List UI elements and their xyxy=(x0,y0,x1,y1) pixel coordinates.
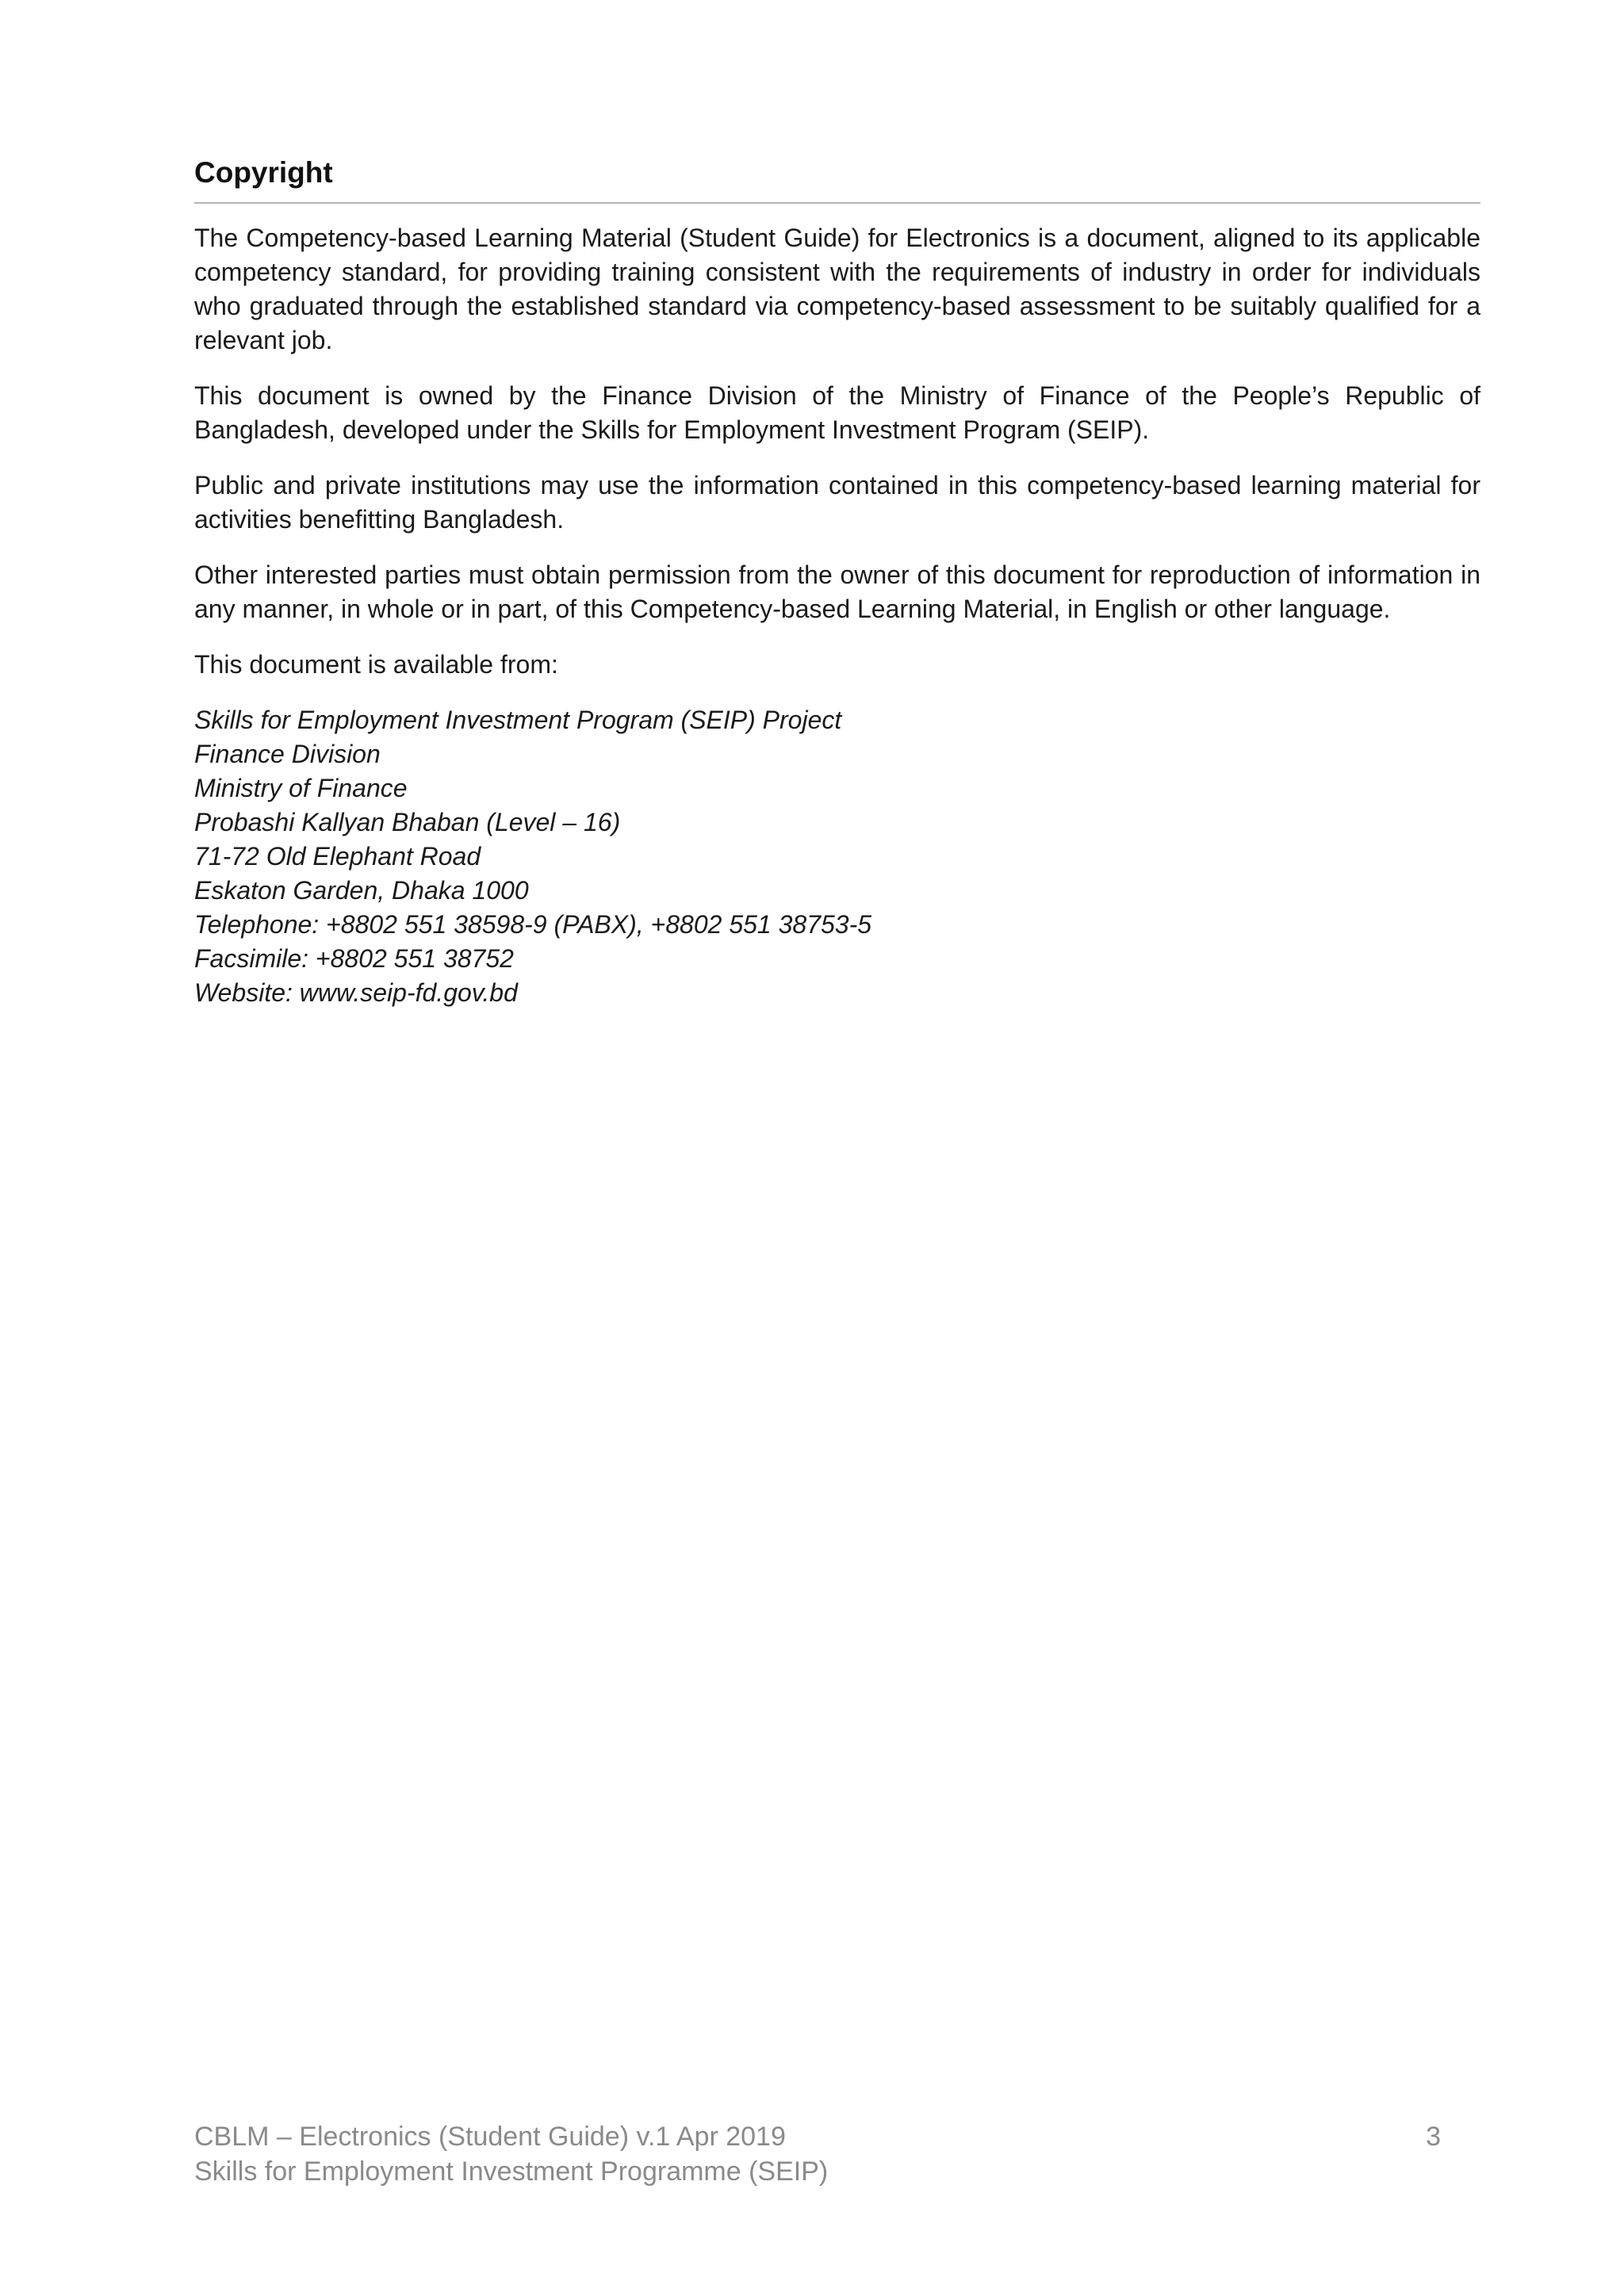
page-content xyxy=(194,152,1480,1010)
address-line-telephone: Telephone: +8802 551 38598-9 (PABX), +8802 551 38753-5 xyxy=(194,910,872,939)
heading-divider xyxy=(194,202,1480,204)
address-line-project: Skills for Employment Investment Program (SEIP) Project xyxy=(194,706,842,734)
address-line-facsimile: Facsimile: +8802 551 38752 xyxy=(194,944,514,973)
footer-row xyxy=(194,2119,1441,2154)
paragraph-ownership: This document is owned by the Finance Division of the Ministry of Finance of the People’s Republic of Bangladesh, developed under the Skills for Employment Investment Program (SEIP). xyxy=(194,381,1480,444)
page-title: Copyright xyxy=(194,156,333,189)
footer-program-name: Skills for Employment Investment Programme (SEIP) xyxy=(194,2156,829,2187)
address-line-ministry: Ministry of Finance xyxy=(194,774,408,802)
paragraph-availability: This document is available from: xyxy=(194,650,558,679)
address-line-road: 71-72 Old Elephant Road xyxy=(194,842,481,871)
paragraph-purpose: The Competency-based Learning Material (Student Guide) for Electronics is a document, aligned to its applicable competency standard, for providing training consistent with the requirements of industry in order for individuals who graduated through the established standard via competency-based assessment to be suitably qualified for a relevant job. xyxy=(194,224,1480,354)
contact-address xyxy=(194,703,1480,1010)
address-line-building: Probashi Kallyan Bhaban (Level – 16) xyxy=(194,808,621,836)
paragraph-permission: Other interested parties must obtain permission from the owner of this document for reproduction of information in any manner, in whole or in part, of this Competency-based Learning Material, in English or other language. xyxy=(194,561,1480,623)
address-line-city: Eskaton Garden, Dhaka 1000 xyxy=(194,876,529,905)
address-line-division: Finance Division xyxy=(194,740,381,768)
paragraph-usage: Public and private institutions may use the information contained in this competency-based learning material for activities benefitting Bangladesh. xyxy=(194,471,1480,534)
page-number: 3 xyxy=(1426,2122,1441,2152)
footer-document-title: CBLM – Electronics (Student Guide) v.1 Apr 2019 xyxy=(194,2122,786,2152)
address-line-website: Website: www.seip-fd.gov.bd xyxy=(194,978,518,1007)
page-footer xyxy=(194,2119,1441,2189)
